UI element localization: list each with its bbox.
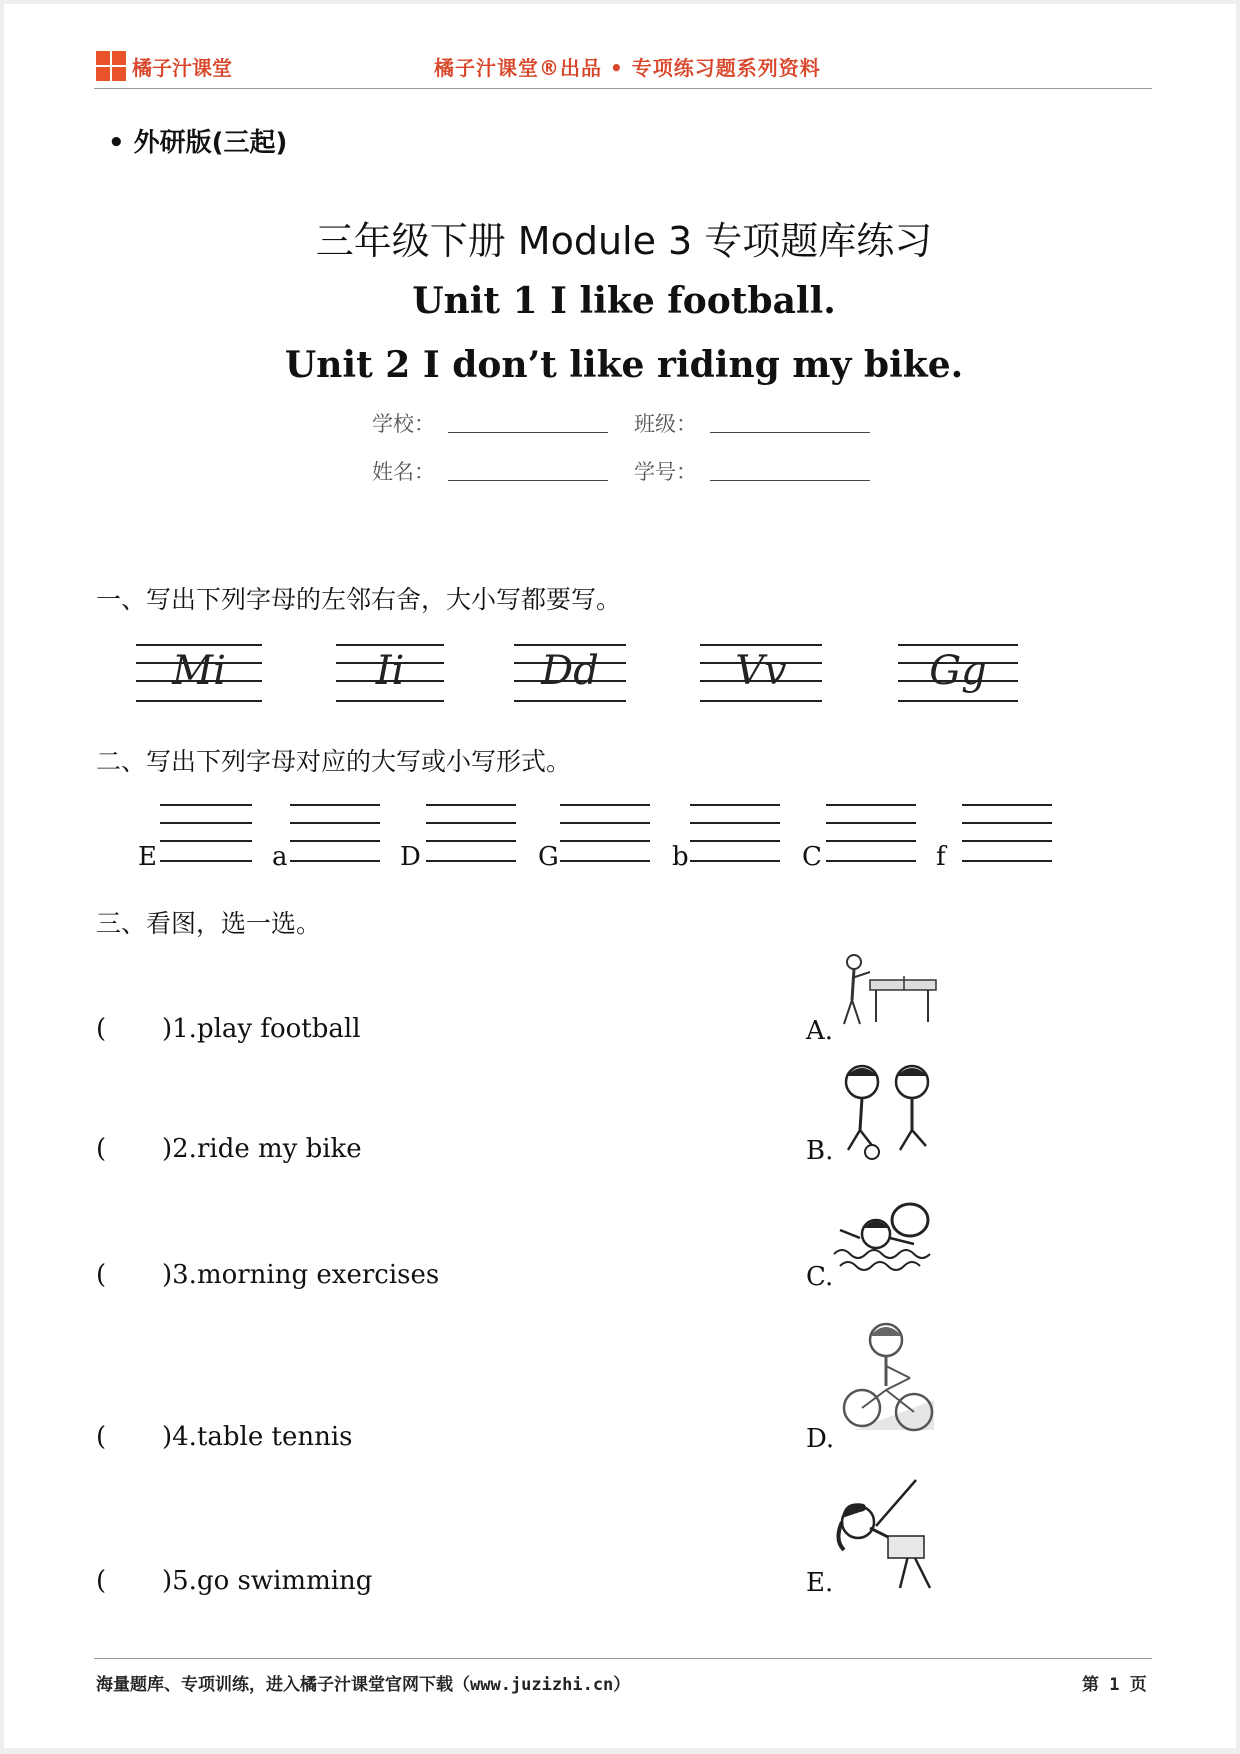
write-lines[interactable] bbox=[826, 804, 916, 862]
worksheet-page bbox=[4, 4, 1236, 1748]
answer-paren[interactable]: ( bbox=[96, 1422, 107, 1452]
class-label: 班级： bbox=[634, 412, 697, 436]
brand-name: 橘子汁课堂 bbox=[132, 55, 232, 80]
option-label: E. bbox=[806, 1568, 834, 1598]
question-text: )5.go swimming bbox=[162, 1566, 373, 1596]
write-lines[interactable] bbox=[426, 804, 516, 862]
letter-pair: Vv bbox=[735, 648, 787, 694]
title-unit1: Unit 1 I like football. bbox=[412, 280, 836, 322]
header-divider bbox=[94, 88, 1152, 89]
football-players-picture-icon bbox=[830, 1060, 940, 1160]
footer-note: 海量题库、专项训练，进入橘子汁课堂官网下载（www.juzizhi.cn） bbox=[96, 1675, 631, 1695]
answer-paren[interactable]: ( bbox=[96, 1134, 107, 1164]
given-letter: G bbox=[538, 842, 559, 872]
swimming-picture-icon bbox=[830, 1194, 940, 1282]
letter-pair: Dd bbox=[541, 648, 599, 694]
title-main: 三年级下册 Module 3 专项题库练习 bbox=[315, 219, 933, 263]
given-letter: f bbox=[936, 842, 946, 872]
header-tagline: 橘子汁课堂®出品 • 专项练习题系列资料 bbox=[434, 56, 821, 80]
footer-divider bbox=[94, 1658, 1152, 1659]
section1-heading: 一、写出下列字母的左邻右舍，大小写都要写。 bbox=[96, 585, 622, 614]
number-field[interactable] bbox=[710, 456, 870, 481]
answer-paren[interactable]: ( bbox=[96, 1260, 107, 1290]
question-text: )3.morning exercises bbox=[162, 1260, 440, 1290]
option-label: B. bbox=[806, 1136, 834, 1166]
letter-lines-3[interactable] bbox=[514, 644, 626, 702]
option-label: C. bbox=[806, 1262, 834, 1292]
bike-riding-picture-icon bbox=[834, 1320, 940, 1446]
given-letter: b bbox=[672, 842, 689, 872]
name-field[interactable] bbox=[448, 456, 608, 481]
letter-pair: Gg bbox=[929, 648, 987, 694]
question-text: )4.table tennis bbox=[162, 1422, 353, 1452]
letter-lines-5[interactable] bbox=[898, 644, 1018, 702]
letter-lines-2[interactable] bbox=[336, 644, 444, 702]
name-label: 姓名： bbox=[372, 460, 435, 484]
letter-lines-4[interactable] bbox=[700, 644, 822, 702]
class-field[interactable] bbox=[710, 408, 870, 433]
school-field[interactable] bbox=[448, 408, 608, 433]
write-lines[interactable] bbox=[690, 804, 780, 862]
morning-exercises-picture-icon bbox=[830, 1470, 946, 1596]
section3-heading: 三、看图，选一选。 bbox=[96, 909, 322, 938]
school-label: 学校： bbox=[372, 412, 435, 436]
given-letter: D bbox=[400, 842, 421, 872]
write-lines[interactable] bbox=[560, 804, 650, 862]
logo-icon bbox=[96, 51, 126, 81]
given-letter: C bbox=[802, 842, 822, 872]
write-lines[interactable] bbox=[962, 804, 1052, 862]
question-text: )2.ride my bike bbox=[162, 1134, 362, 1164]
edition-label: • 外研版(三起) bbox=[108, 128, 288, 158]
brand-logo bbox=[96, 48, 232, 84]
answer-paren[interactable]: ( bbox=[96, 1014, 107, 1044]
number-label: 学号： bbox=[634, 460, 697, 484]
write-lines[interactable] bbox=[290, 804, 380, 862]
letter-pair: Ii bbox=[375, 648, 405, 694]
option-label: D. bbox=[806, 1424, 835, 1454]
section2-heading: 二、写出下列字母对应的大写或小写形式。 bbox=[96, 747, 572, 776]
write-lines[interactable] bbox=[160, 804, 252, 862]
letter-pair: Mi bbox=[172, 648, 226, 694]
table-tennis-picture-icon bbox=[830, 950, 940, 1030]
given-letter: E bbox=[138, 842, 157, 872]
answer-paren[interactable]: ( bbox=[96, 1566, 107, 1596]
title-unit2: Unit 2 I don’t like riding my bike. bbox=[284, 344, 964, 386]
option-label: A. bbox=[806, 1016, 834, 1046]
question-text: )1.play football bbox=[162, 1014, 361, 1044]
page-number: 第 1 页 bbox=[1082, 1675, 1147, 1695]
letter-lines-1[interactable] bbox=[136, 644, 262, 702]
given-letter: a bbox=[272, 842, 288, 872]
